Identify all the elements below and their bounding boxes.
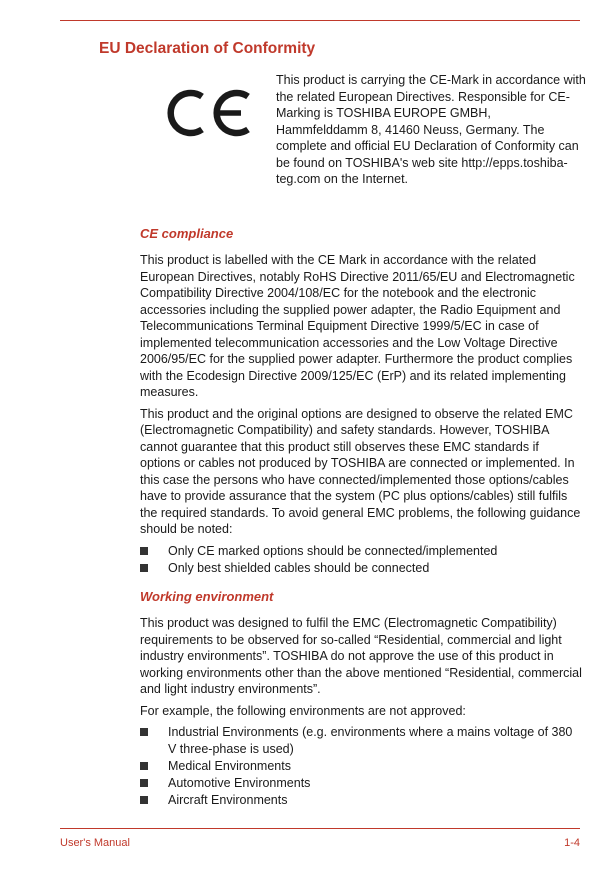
ce-compliance-paragraph: This product and the original options are designed to observe the related EMC (Electromagnetic Compatibility) and safety standards. However, TOSHIBA cannot guarantee that this product still observes these EMC standards if options or cables not produced by TOSHIBA are connected or implemented. In this case the persons who have connected/implemented those options/cables have to provide assurance that the system (PC plus options/cables) still fulfils the required standards. To avoid general EMC problems, the following guidance should be noted: [140,406,581,536]
bullet-square-icon [140,779,148,787]
bullet-square-icon [140,728,148,736]
bullet-square-icon [140,564,148,572]
page-number: 1-4 [564,837,580,849]
working-environment-paragraph: For example, the following environments are not approved: [140,703,466,718]
list-item [140,758,582,775]
not-approved-environments-list [140,724,582,808]
working-environment-paragraph: This product was designed to fulfil the EMC (Electromagnetic Compatibility) requirements to be observed for so-called “Residential, commercial and light industry environments”. TOSHIBA do not approve the use of this product in working environments other than the above mentioned “Residential, commercial and light industry environments”. [140,616,582,696]
intro-text: This product is carrying the CE-Mark in accordance with the related European Directives. Responsible for CE-Marking is TOSHIBA EUROPE GMBH, Hammfelddamm 8, 41460 Neuss, Germany. The complete and official EU Declaration of Conformity can be found on TOSHIBA's web site http://epps.toshiba-teg.com on the Internet. [276,73,586,186]
footer-manual-title: User's Manual [60,837,130,849]
list-item-text: Only CE marked options should be connected/implemented [168,543,498,558]
main-content [140,225,582,809]
page-title: EU Declaration of Conformity [99,40,316,57]
ce-compliance-paragraph: This product is labelled with the CE Mark in accordance with the related European Directives, notably RoHS Directive 2011/65/EU and Electromagnetic Compatibility Directive 2004/108/EC for the notebook and the electronic accessories including the supplied power adapter, the Radio Equipment and Telecommunications Terminal Equipment Directive 1999/5/EC in case of implemented telecommunication accessories and the Low Voltage Directive 2006/95/EC for the supplied power adapter. Furthermore the product complies with the Ecodesign Directive 2009/125/EC (ErP) and its related implementing measures. [140,253,575,399]
list-item-text: Only best shielded cables should be connected [168,560,430,575]
list-item-text: Aircraft Environments [168,792,288,807]
list-item-text: Automotive Environments [168,775,311,790]
list-item [140,543,582,560]
bullet-square-icon [140,796,148,804]
list-item [140,724,582,757]
list-item [140,775,582,792]
section-heading-working-environment: Working environment [140,589,274,604]
ce-mark-icon [165,88,251,138]
section-heading-ce-compliance: CE compliance [140,226,234,241]
list-item-text: Industrial Environments (e.g. environments where a mains voltage of 380 V three-phase is used) [168,725,573,756]
guidance-list [140,543,582,577]
header-rule [60,20,580,21]
bullet-square-icon [140,547,148,555]
list-item [140,560,582,577]
list-item-text: Medical Environments [168,758,291,773]
list-item [140,792,582,809]
footer-rule [60,828,580,829]
bullet-square-icon [140,762,148,770]
